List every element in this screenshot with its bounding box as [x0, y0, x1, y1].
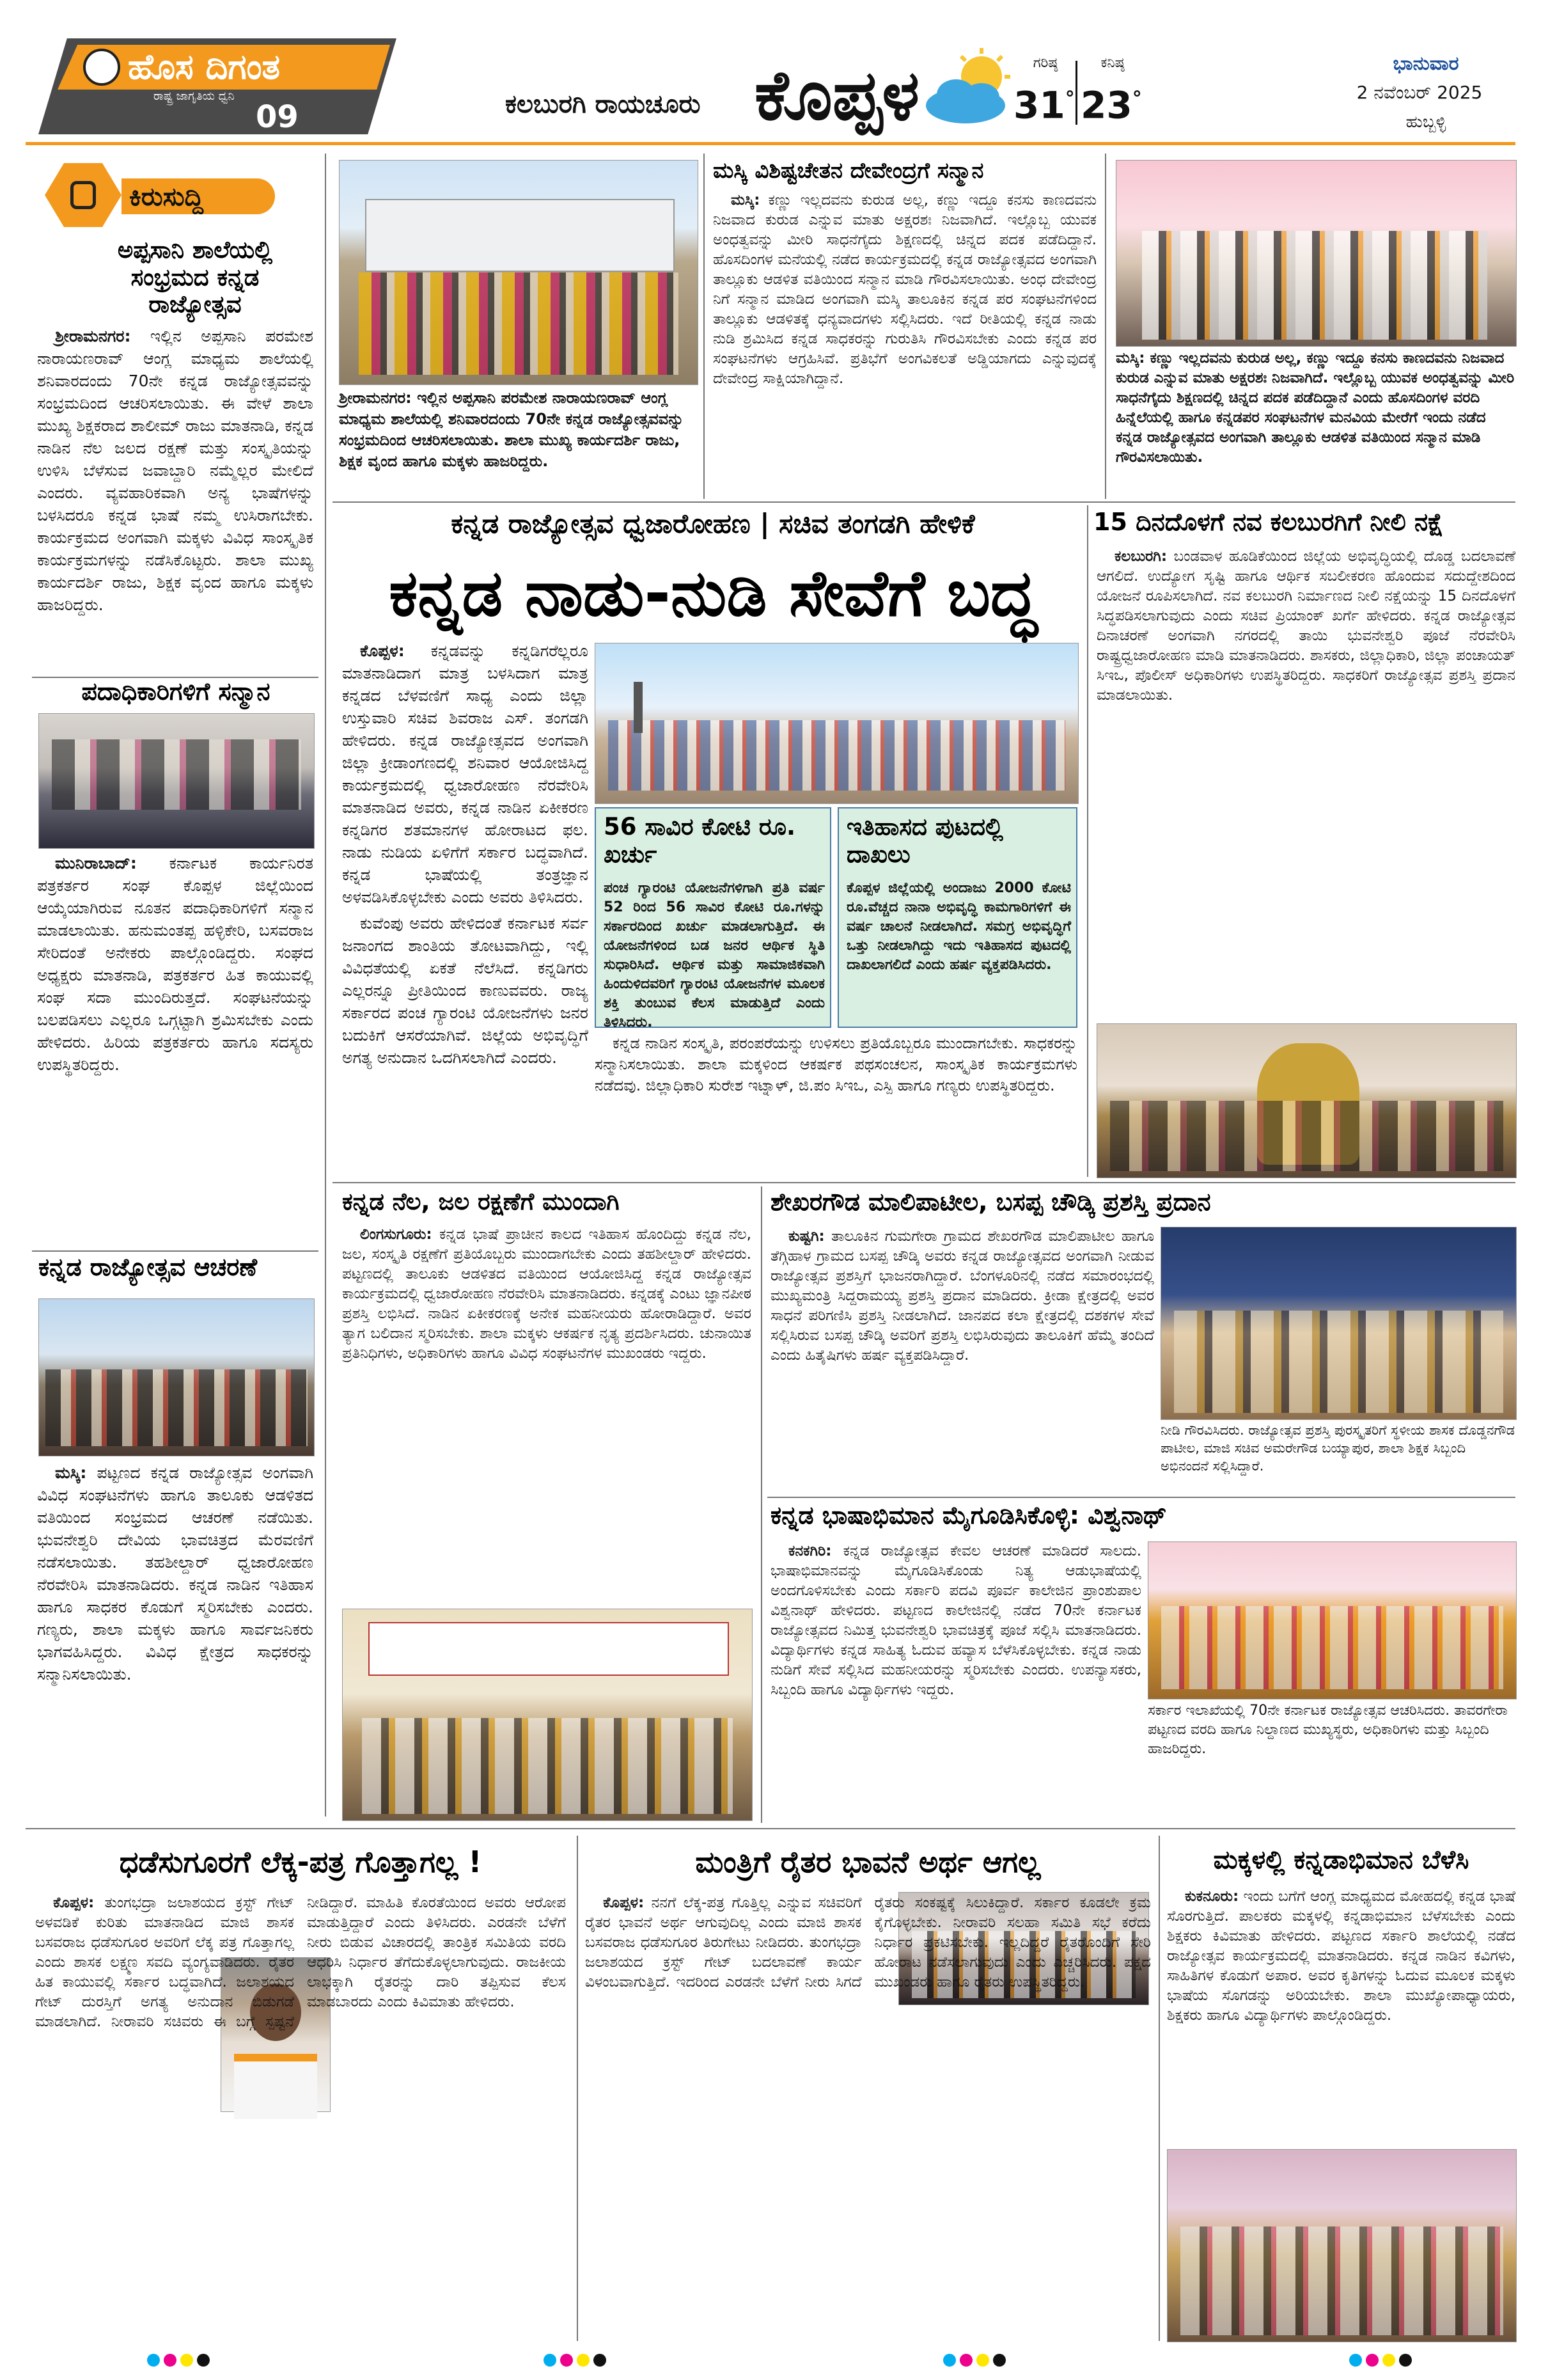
print-dot — [560, 2354, 573, 2367]
max-temp-degree: ° — [1065, 88, 1075, 110]
padadhikari-headline: ಪದಾಧಿಕಾರಿಗಳಿಗೆ ಸನ್ಮಾನ — [81, 677, 270, 705]
min-temp-degree: ° — [1132, 88, 1142, 110]
makkalalli-dateline: ಕುಕನೂರು: — [1185, 1888, 1239, 1905]
padadhikari-photo — [38, 713, 315, 849]
print-dots-3 — [943, 2354, 1020, 2370]
maski-photo-caption: ಮಸ್ಕಿ: ಕಣ್ಣು ಇಲ್ಲದವನು ಕುರುಡ ಅಲ್ಲ, ಕಣ್ಣು ಇದ್ದೂ ಕನಸು ಕಾಣದವನು ನಿಜವಾದ ಕುರುಡ ಎನ್ನುವ ಮಾತು ಅಕ್ಷರಶಃ ನಿಜವಾಗಿದೆ. ಇಲ್ಲೊಬ್ಬ ಯುವಕ ಅಂಧತ್ವವನ್ನು ಮೀರಿ ಸಾಧನೆಗೈದು ಶಿಕ್ಷಣದಲ್ಲಿ ಚಿನ್ನದ ಪದಕ ಪಡೆದಿದ್ದಾನೆ ಎಂದು ಹೊಸದಿಂಗಳ ವರದಿ ಹಿನ್ನೆಲೆಯಲ್ಲಿ ಹಾಗೂ ಕನ್ನಡಪರ ಸಂಘಟನೆಗಳ ಮನವಿಯ ಮೇರೆಗೆ ಇಂದು ನಡೆದ ಕನ್ನಡ ರಾಜ್ಯೋತ್ಸವದ ಅಂಗವಾಗಿ ತಾಲ್ಲೂಕು ಆಡಳಿತ ವತಿಯಿಂದ ಸನ್ಮಾನ ಮಾಡಿ ಗೌರವಿಸಲಾಯಿತು. — [1116, 350, 1515, 466]
masthead-city: ಕೊಪ್ಪಳ — [755, 56, 920, 136]
masthead-logo: ಹೊಸ ದಿಗಂತ — [128, 47, 281, 87]
acharane-text: ಪಟ್ಟಣದ ಕನ್ನಡ ರಾಜ್ಯೋತ್ಸವ ಅಂಗವಾಗಿ ವಿವಿಧ ಸಂಘಟನೆಗಳು ಹಾಗೂ ತಾಲೂಕು ಆಡಳಿತದ ವತಿಯಿಂದ ಸಂಭ್ರಮದ ಆಚರಣೆ ನಡೆಯಿತು. ಭುವನೇಶ್ವರಿ ದೇವಿಯ ಭಾವಚಿತ್ರದ ಮೆರವಣಿಗೆ ನಡೆಸಲಾಯಿತು. ತಹಶೀಲ್ದಾರ್ ಧ್ವಜಾರೋಹಣ ನೆರವೇರಿಸಿ ಮಾತನಾಡಿದರು. ಕನ್ನಡ ನಾಡಿನ ಇತಿಹಾಸ ಹಾಗೂ ಸಾಧಕರ ಕೊಡುಗೆ ಸ್ಮರಿಸಬೇಕು ಎಂದರು. ಗಣ್ಯರು, ಶಾಲಾ ಮಕ್ಕಳು ಹಾಗೂ ಸಾರ್ವಜನಿಕರು ಭಾಗವಹಿಸಿದ್ದರು. ವಿವಿಧ ಕ್ಷೇತ್ರದ ಸಾಧಕರನ್ನು ಸನ್ಮಾನಿಸಲಾಯಿತು. — [37, 1463, 313, 1683]
padadhikari-text: ಕರ್ನಾಟಕ ಕಾರ್ಯನಿರತ ಪತ್ರಕರ್ತರ ಸಂಘ ಕೊಪ್ಪಳ ಜಿಲ್ಲೆಯಿಂದ ಆಯ್ಕೆಯಾಗಿರುವ ನೂತನ ಪದಾಧಿಕಾರಿಗಳಿಗೆ ಸನ್ಮಾನ ಮಾಡಲಾಯಿತು. ಹನುಮಂತಪ್ಪ ಹಳ್ಳಿಕೇರಿ, ಬಸವರಾಜ ಸೇರಿದಂತೆ ಅನೇಕರು ಪಾಲ್ಗೊಂಡಿದ್ದರು. ಸಂಘದ ಅಧ್ಯಕ್ಷರು ಮಾತನಾಡಿ, ಪತ್ರಕರ್ತರ ಹಿತ ಕಾಯುವಲ್ಲಿ ಸಂಘ ಸದಾ ಮುಂದಿರುತ್ತದೆ. ಸಂಘಟನೆಯನ್ನು ಬಲಪಡಿಸಲು ಎಲ್ಲರೂ ಒಗ್ಗಟ್ಟಾಗಿ ಶ್ರಮಿಸಬೇಕು ಎಂದು ಹೇಳಿದರು. ಹಿರಿಯ ಪತ್ರಕರ್ತರು ಹಾಗೂ ಸದಸ್ಯರು ಉಪಸ್ಥಿತರಿದ್ದರು. — [37, 854, 313, 1074]
lead-text-2: ಕುವೆಂಪು ಅವರು ಹೇಳಿದಂತೆ ಕರ್ನಾಟಕ ಸರ್ವ ಜನಾಂಗದ ಶಾಂತಿಯ ತೋಟವಾಗಿದ್ದು, ಇಲ್ಲಿ ವಿವಿಧತೆಯಲ್ಲಿ ಏಕತೆ ನೆಲೆಸಿದೆ. ಕನ್ನಡಿಗರು ಎಲ್ಲರನ್ನೂ ಪ್ರೀತಿಯಿಂದ ಕಾಣುವವರು. ರಾಜ್ಯ ಸರ್ಕಾರದ ಪಂಚ ಗ್ಯಾರಂಟಿ ಯೋಜನೆಗಳು ಜನರ ಬದುಕಿಗೆ ಆಸರೆಯಾಗಿವೆ. ಜಿಲ್ಲೆಯ ಅಭಿವೃದ್ಧಿಗೆ ಅಗತ್ಯ ಅನುದಾನ ಒದಗಿಸಲಾಗಿದೆ ಎಂದರು. — [342, 914, 588, 1067]
padadhikari-dateline: ಮುನಿರಾಬಾದ್: — [55, 854, 137, 872]
lead-headline: ಕನ್ನಡ ನಾಡು-ನುಡಿ ಸೇವೆಗೆ ಬದ್ಧ — [389, 556, 1037, 631]
dhadesugur-text: ತುಂಗಭದ್ರಾ ಜಲಾಶಯದ ಕ್ರಸ್ಟ್ ಗೇಟ್ ಅಳವಡಿಕೆ ಕುರಿತು ಮಾತನಾಡಿದ ಮಾಜಿ ಶಾಸಕ ಬಸವರಾಜ ಧಡೆಸುಗೂರ ಅವರಿಗೆ ಲೆಕ್ಕ ಪತ್ರ ಗೊತ್ತಾಗಲ್ಲ ಎಂದು ಶಾಸಕ ಲಕ್ಷ್ಮಣ ಸವದಿ ವ್ಯಂಗ್ಯವಾಡಿದರು. ರೈತರ ಹಿತ ಕಾಯುವಲ್ಲಿ ಸರ್ಕಾರ ಬದ್ಧವಾಗಿದೆ. ಜಲಾಶಯದ ಗೇಟ್ ದುರಸ್ತಿಗೆ ಅಗತ್ಯ ಅನುದಾನ ಬಿಡುಗಡೆ ಮಾಡಲಾಗಿದೆ. ನೀರಾವರಿ ಸಚಿವರು ಈ ಬಗ್ಗೆ ಸ್ಪಷ್ಟನೆ ನೀಡಿದ್ದಾರೆ. ಮಾಹಿತಿ ಕೊರತೆಯಿಂದ ಅವರು ಆರೋಪ ಮಾಡುತ್ತಿದ್ದಾರೆ ಎಂದು ತಿಳಿಸಿದರು. ಎರಡನೇ ಬೆಳೆಗೆ ನೀರು ಬಿಡುವ ವಿಚಾರದಲ್ಲಿ ತಾಂತ್ರಿಕ ಸಮಿತಿಯ ವರದಿ ಆಧರಿಸಿ ನಿರ್ಧಾರ ತೆಗೆದುಕೊಳ್ಳಲಾಗುವುದು. ರಾಜಕೀಯ ಲಾಭಕ್ಕಾಗಿ ರೈತರನ್ನು ದಾರಿ ತಪ್ಪಿಸುವ ಕೆಲಸ ಮಾಡಬಾರದು ಎಂದು ಕಿವಿಮಾತು ಹೇಳಿದರು. — [35, 1895, 566, 2030]
appasani-dateline: ಶ್ರೀರಾಮನಗರ: — [55, 327, 131, 345]
print-dot — [164, 2354, 176, 2367]
min-temp-value: 23 — [1081, 83, 1132, 127]
print-dot — [943, 2354, 956, 2367]
appasani-headline: ಅಪ್ಪಸಾನಿ ಶಾಲೆಯಲ್ಲಿ ಸಂಭ್ರಮದ ಕನ್ನಡ ರಾಜ್ಯೋತ್ಸವ — [117, 236, 273, 319]
print-dot — [976, 2354, 989, 2367]
kirusuddi-label: ಕಿರುಸುದ್ದಿ — [129, 182, 204, 212]
kalaburagi-headline: 15 ದಿನದೊಳಗೆ ನವ ಕಲಬುರಗಿಗೆ ನೀಲಿ ನಕ್ಷೆ — [1093, 508, 1444, 536]
shekhar-photo-caption: ನೀಡಿ ಗೌರವಿಸಿದರು. ರಾಜ್ಯೋತ್ಸವ ಪ್ರಶಸ್ತಿ ಪುರಸ್ಕೃತರಿಗೆ ಸ್ಥಳೀಯ ಶಾಸಕ ದೊಡ್ಡನಗೌಡ ಪಾಟೀಲ, ಮಾಜಿ ಸಚಿವ ಅಮರೇಗೌಡ ಬಯ್ಯಾಪುರ, ಶಾಲಾ ಶಿಕ್ಷಕ ಸಿಬ್ಬಂದಿ ಅಭಿನಂದನೆ ಸಲ್ಲಿಸಿದ್ದಾರೆ. — [1161, 1422, 1515, 1474]
shekhar-headline: ಶೇಖರಗೌಡ ಮಾಲಿಪಾಟೀಲ, ಬಸಪ್ಪ ಚೌಡ್ಕಿ ಪ್ರಶಸ್ತಿ ಪ್ರದಾನ — [770, 1188, 1211, 1216]
maski-text: ಕಣ್ಣು ಇಲ್ಲದವನು ಕುರುಡ ಅಲ್ಲ, ಕಣ್ಣು ಇದ್ದೂ ಕನಸು ಕಾಣದವನು ನಿಜವಾದ ಕುರುಡ ಎನ್ನುವ ಮಾತು ಅಕ್ಷರಶಃ ನಿಜವಾಗಿದೆ. ಇಲ್ಲೊಬ್ಬ ಯುವಕ ಅಂಧತ್ವವನ್ನು ಮೀರಿ ಸಾಧನೆಗೈದು ಶಿಕ್ಷಣದಲ್ಲಿ ಚಿನ್ನದ ಪದಕ ಪಡೆದಿದ್ದಾನೆ. ಹೊಸದಿಂಗಳ ಮನೆಯಲ್ಲಿ ನಡೆದ ಕಾರ್ಯಕ್ರಮದಲ್ಲಿ ಕನ್ನಡ ರಾಜ್ಯೋತ್ಸವದ ಅಂಗವಾಗಿ ತಾಲ್ಲೂಕು ಆಡಳಿತ ವತಿಯಿಂದ ಸನ್ಮಾನ ಮಾಡಿ ಗೌರವಿಸಲಾಯಿತು. ಅಂಧ ದೇವೇಂದ್ರ ನಿಗೆ ಸನ್ಮಾನ ಮಾಡಿದ ಅಂಗವಾಗಿ ಮಸ್ಕಿ ತಾಲೂಕಿನ ಕನ್ನಡ ಪರ ಸಂಘಟನೆಗಳಿಂದ ತಾಲ್ಲೂಕು ಆಡಳಿತಕ್ಕೆ ಧನ್ಯವಾದಗಳು ಸಲ್ಲಿಸಿದರು. ಇದೆ ರೀತಿಯಲ್ಲಿ ಕನ್ನಡ ನಾಡು ನುಡಿ ಶ್ರಮಿಸಿದ ಕನ್ನಡ ಸಾಧಕರನ್ನು ಗುರುತಿಸಿ ಗೌರವಿಸಬೇಕು ಎಂದು ಕನ್ನಡ ಪರ ಸಂಘಟನೆಗಳು ಆಗ್ರಹಿಸಿವೆ. ಪ್ರತಿಭೆಗೆ ಅಂಗವಿಕಲತೆ ಅಡ್ಡಿಯಾಗದು ಎನ್ನುವುದಕ್ಕೆ ದೇವೇಂದ್ರ ಸಾಕ್ಷಿಯಾಗಿದ್ದಾನೆ. — [713, 192, 1097, 387]
lead-box-2-title: ಇತಿಹಾಸದ ಪುಟದಲ್ಲಿ ದಾಖಲು — [847, 813, 1003, 868]
lead-box-1-title: 56 ಸಾವಿರ ಕೋಟಿ ರೂ. ಖರ್ಚು — [604, 813, 796, 868]
print-dot — [147, 2354, 160, 2367]
print-dot — [1399, 2354, 1412, 2367]
lead-text-3: ಕನ್ನಡ ನಾಡಿನ ಸಂಸ್ಕೃತಿ, ಪರಂಪರೆಯನ್ನು ಉಳಿಸಲು ಪ್ರತಿಯೊಬ್ಬರೂ ಮುಂದಾಗಬೇಕು. ಸಾಧಕರನ್ನು ಸನ್ಮಾನಿಸಲಾಯಿತು. ಶಾಲಾ ಮಕ್ಕಳಿಂದ ಆಕರ್ಷಕ ಪಥಸಂಚಲನ, ಸಾಂಸ್ಕೃತಿಕ ಕಾರ್ಯಕ್ರಮಗಳು ನಡೆದವು. ಜಿಲ್ಲಾಧಿಕಾರಿ ಸುರೇಶ ಇಟ್ನಾಳ್, ಜಿ.ಪಂ ಸಿಇಒ, ಎಸ್ಪಿ ಹಾಗೂ ಗಣ್ಯರು ಉಪಸ್ಥಿತರಿದ್ದರು. — [595, 1034, 1077, 1094]
lead-photo — [595, 643, 1079, 804]
appasani-photo-caption: ಶ್ರೀರಾಮನಗರ: ಇಲ್ಲಿನ ಅಪ್ಪಸಾನಿ ಪರಮೇಶ ನಾರಾಯಣರಾವ್ ಆಂಗ್ಲ ಮಾಧ್ಯಮ ಶಾಲೆಯಲ್ಲಿ ಶನಿವಾರದಂದು 70ನೇ ಕನ್ನಡ ರಾಜ್ಯೋತ್ಸವವನ್ನು ಸಂಭ್ರಮದಿಂದ ಆಚರಿಸಲಾಯಿತು. ಶಾಲಾ ಮುಖ್ಯ ಕಾರ್ಯದರ್ಶಿ ರಾಜು, ಶಿಕ್ಷಕ ವೃಂದ ಹಾಗೂ ಮಕ್ಕಳು ಹಾಜರಿದ್ದರು. — [339, 389, 684, 470]
masthead-tagline: ರಾಷ್ಟ್ರ ಜಾಗೃತಿಯ ಧ್ವನಿ — [153, 90, 235, 103]
weather-icon — [921, 45, 1023, 128]
masthead-region: ಕಲಬುರಗಿ ರಾಯಚೂರು — [505, 90, 701, 119]
vishwanath-body — [770, 1541, 1141, 1823]
kalaburagi-body — [1097, 547, 1515, 1020]
nela-photo — [342, 1609, 753, 1821]
nela-dateline: ಲಿಂಗಸುಗೂರು: — [360, 1226, 432, 1243]
lead-box-1 — [595, 807, 831, 1028]
maski-dateline: ಮಸ್ಕಿ: — [731, 192, 760, 209]
acharane-body — [37, 1462, 313, 1817]
lead-body-col3 — [595, 1033, 1077, 1177]
print-dot — [180, 2354, 193, 2367]
kalaburagi-dateline: ಕಲಬುರಗಿ: — [1115, 548, 1168, 565]
shekhar-dateline: ಕುಷ್ಟಗಿ: — [788, 1228, 825, 1245]
acharane-dateline: ಮಸ್ಕಿ: — [55, 1463, 87, 1482]
masthead-edition: ಹುಬ್ಬಳ್ಳಿ — [1405, 113, 1446, 132]
nela-headline: ಕನ್ನಡ ನೆಲ, ಜಲ ರಕ್ಷಣೆಗೆ ಮುಂದಾಗಿ — [342, 1188, 620, 1215]
appasani-body — [37, 325, 313, 688]
vishwanath-photo-caption: ಸರ್ಕಾರ ಇಲಾಖೆಯಲ್ಲಿ 70ನೇ ಕರ್ನಾಟಕ ರಾಜ್ಯೋತ್ಸವ ಆಚರಿಸಿದರು. ತಾವರಗೇರಾ ಪಟ್ಟಣದ ವರದಿ ಹಾಗೂ ನಿಲ್ದಾಣದ ಮುಖ್ಯಸ್ಥರು, ಅಧಿಕಾರಿಗಳು ಮತ್ತು ಸಿಬ್ಬಂದಿ ಹಾಜರಿದ್ದರು. — [1148, 1703, 1508, 1757]
max-temp — [1013, 77, 1075, 127]
page-number: 09 — [256, 99, 299, 135]
mantri-body — [585, 1893, 1151, 2341]
lead-box-2 — [838, 807, 1077, 1028]
print-dot — [993, 2354, 1006, 2367]
lead-box-1-body: ಪಂಚ ಗ್ಯಾರಂಟಿ ಯೋಜನೆಗಳಿಗಾಗಿ ಪ್ರತಿ ವರ್ಷ 52 ರಿಂದ 56 ಸಾವಿರ ಕೋಟಿ ರೂ.ಗಳನ್ನು ಸರ್ಕಾರದಿಂದ ಖರ್ಚು ಮಾಡಲಾಗುತ್ತಿದೆ. ಈ ಯೋಜನೆಗಳಿಂದ ಬಡ ಜನರ ಆರ್ಥಿಕ ಸ್ಥಿತಿ ಸುಧಾರಿಸಿದೆ. ಆರ್ಥಿಕ ಮತ್ತು ಸಾಮಾಜಿಕವಾಗಿ ಹಿಂದುಳಿದವರಿಗೆ ಗ್ಯಾರಂಟಿ ಯೋಜನೆಗಳ ಮೂಲಕ ಶಕ್ತಿ ತುಂಬುವ ಕೆಲಸ ಮಾಡುತ್ತಿದೆ ಎಂದು ತಿಳಿಸಿದರು. — [604, 880, 825, 1030]
maski-photo — [1116, 160, 1517, 347]
vishwanath-photo — [1148, 1541, 1517, 1699]
hand-pointer-icon — [45, 163, 121, 227]
print-dots-1 — [147, 2354, 224, 2370]
appasani-text: ಇಲ್ಲಿನ ಅಪ್ಪಸಾನಿ ಪರಮೇಶ ನಾರಾಯಣರಾವ್ ಆಂಗ್ಲ ಮಾಧ್ಯಮ ಶಾಲೆಯಲ್ಲಿ ಶನಿವಾರದಂದು 70ನೇ ಕನ್ನಡ ರಾಜ್ಯೋತ್ಸವವನ್ನು ಸಂಭ್ರಮದಿಂದ ಆಚರಿಸಲಾಯಿತು. ಈ ವೇಳೆ ಶಾಲಾ ಮುಖ್ಯ ಶಿಕ್ಷಕರಾದ ಶಾಲೀಮ್ ರಾಜು ಮಾತನಾಡಿ, ಕನ್ನಡ ನಾಡಿನ ನೆಲ ಜಲದ ರಕ್ಷಣೆ ಮತ್ತು ಸಂಸ್ಕೃತಿಯನ್ನು ಉಳಿಸಿ ಬೆಳೆಸುವ ಜವಾಬ್ದಾರಿ ನಮ್ಮೆಲ್ಲರ ಮೇಲಿದೆ ಎಂದರು. ವ್ಯವಹಾರಿಕವಾಗಿ ಅನ್ಯ ಭಾಷೆಗಳನ್ನು ಬಳಸಿದರೂ ಕನ್ನಡ ಭಾಷೆ ನಮ್ಮ ಉಸಿರಾಗಬೇಕು. ಕಾರ್ಯಕ್ರಮದ ಅಂಗವಾಗಿ ಮಕ್ಕಳು ವಿವಿಧ ಸಾಂಸ್ಕೃತಿಕ ಕಾರ್ಯಕ್ರಮಗಳನ್ನು ನಡೆಸಿಕೊಟ್ಟರು. ಶಾಲಾ ಮುಖ್ಯ ಕಾರ್ಯದರ್ಶಿ ರಾಜು, ಶಿಕ್ಷಕ ವೃಂದ ಹಾಗೂ ಮಕ್ಕಳು ಹಾಜರಿದ್ದರು. — [37, 327, 313, 614]
dhadesugur-dateline: ಕೊಪ್ಪಳ: — [53, 1895, 95, 1911]
min-temp-label: ಕನಿಷ್ಠ — [1100, 55, 1125, 71]
appasani-photo — [339, 160, 698, 385]
kirusuddi-banner — [45, 157, 288, 233]
print-dot — [197, 2354, 210, 2367]
masthead-day: ಭಾನುವಾರ — [1393, 52, 1459, 75]
dhadesugur-headline: ಧಡೆಸುಗೂರಗೆ ಲೆಕ್ಕ-ಪತ್ರ ಗೊತ್ತಾಗಲ್ಲ ! — [119, 1845, 482, 1879]
kalaburagi-photo — [1097, 1023, 1517, 1178]
masthead-logo-block — [38, 38, 396, 134]
makkalalli-body — [1167, 1887, 1515, 2143]
acharane-photo — [38, 1298, 315, 1456]
print-dot — [960, 2354, 973, 2367]
print-dot — [544, 2354, 556, 2367]
masthead — [0, 0, 1541, 150]
dhadesugur-body — [35, 1893, 566, 2341]
nela-text: ಕನ್ನಡ ಭಾಷೆ ಪ್ರಾಚೀನ ಕಾಲದ ಇತಿಹಾಸ ಹೊಂದಿದ್ದು ಕನ್ನಡ ನೆಲ, ಜಲ, ಸಂಸ್ಕೃತಿ ರಕ್ಷಣೆಗೆ ಪ್ರತಿಯೊಬ್ಬರು ಮುಂದಾಗಬೇಕು ಎಂದು ತಹಶೀಲ್ದಾರ್ ಹೇಳಿದರು. ಪಟ್ಟಣದಲ್ಲಿ ತಾಲೂಕು ಆಡಳಿತದ ವತಿಯಿಂದ ಆಯೋಜಿಸಿದ್ದ ಕನ್ನಡ ರಾಜ್ಯೋತ್ಸವ ಕಾರ್ಯಕ್ರಮದಲ್ಲಿ ಧ್ವಜಾರೋಹಣ ನೆರವೇರಿಸಿ ಮಾತನಾಡಿದರು. ಕನ್ನಡಕ್ಕೆ ಎಂಟು ಜ್ಞಾನಪೀಠ ಪ್ರಶಸ್ತಿ ಲಭಿಸಿದೆ. ನಾಡಿನ ಏಕೀಕರಣಕ್ಕೆ ಅನೇಕ ಮಹನೀಯರು ಹೋರಾಡಿದ್ದಾರೆ. ಅವರ ತ್ಯಾಗ ಬಲಿದಾನ ಸ್ಮರಿಸಬೇಕು. ಶಾಲಾ ಮಕ್ಕಳು ಆಕರ್ಷಕ ನೃತ್ಯ ಪ್ರದರ್ಶಿಸಿದರು. ಚುನಾಯಿತ ಪ್ರತಿನಿಧಿಗಳು, ಅಧಿಕಾರಿಗಳು ಹಾಗೂ ವಿವಿಧ ಸಂಘಟನೆಗಳ ಮುಖಂಡರು ಇದ್ದರು. — [342, 1226, 752, 1362]
max-temp-label: ಗರಿಷ್ಠ — [1033, 55, 1058, 71]
shekhar-text: ತಾಲೂಕಿನ ಗುಮಗೇರಾ ಗ್ರಾಮದ ಶೇಖರಗೌಡ ಮಾಲಿಪಾಟೀಲ ಹಾಗೂ ತೆಗ್ಗಿಹಾಳ ಗ್ರಾಮದ ಬಸಪ್ಪ ಚೌಡ್ಕಿ ಅವರು ಕನ್ನಡ ರಾಜ್ಯೋತ್ಸವದ ಅಂಗವಾಗಿ ನೀಡುವ ರಾಜ್ಯೋತ್ಸವ ಪ್ರಶಸ್ತಿಗೆ ಭಾಜನರಾಗಿದ್ದಾರೆ. ಬೆಂಗಳೂರಿನಲ್ಲಿ ನಡೆದ ಸಮಾರಂಭದಲ್ಲಿ ಮುಖ್ಯಮಂತ್ರಿ ಸಿದ್ದರಾಮಯ್ಯ ಪ್ರಶಸ್ತಿ ಪ್ರದಾನ ಮಾಡಿದರು. ಕ್ರೀಡಾ ಕ್ಷೇತ್ರದಲ್ಲಿ ಅವರ ಸಾಧನೆ ಪರಿಗಣಿಸಿ ಪ್ರಶಸ್ತಿ ನೀಡಲಾಗಿದೆ. ಜಾನಪದ ಕಲಾ ಕ್ಷೇತ್ರದಲ್ಲಿ ದಶಕಗಳ ಸೇವೆ ಸಲ್ಲಿಸಿರುವ ಬಸಪ್ಪ ಚೌಡ್ಕಿ ಅವರಿಗೆ ಪ್ರಶಸ್ತಿ ಲಭಿಸಿರುವುದು ತಾಲೂಕಿಗೆ ಹೆಮ್ಮೆ ತಂದಿದೆ ಎಂದು ಹಿತೈಷಿಗಳು ಹರ್ಷ ವ್ಯಕ್ತಪಡಿಸಿದ್ದಾರೆ. — [770, 1228, 1155, 1364]
print-dot — [577, 2354, 590, 2367]
lead-body-col1 — [342, 640, 588, 1177]
shekhar-body — [770, 1227, 1154, 1495]
maski-headline: ಮಸ್ಕಿ ವಿಶಿಷ್ಟಚೇತನ ದೇವೇಂದ್ರಗೆ ಸನ್ಮಾನ — [713, 158, 984, 184]
print-dot — [593, 2354, 606, 2367]
vishwanath-text: ಕನ್ನಡ ರಾಜ್ಯೋತ್ಸವ ಕೇವಲ ಆಚರಣೆ ಮಾಡಿದರೆ ಸಾಲದು. ಭಾಷಾಭಿಮಾನವನ್ನು ಮೈಗೂಡಿಸಿಕೊಂಡು ನಿತ್ಯ ಆಡುಭಾಷೆಯಲ್ಲಿ ಅಂದಗೊಳಿಸಬೇಕು ಎಂದು ಸರ್ಕಾರಿ ಪದವಿ ಪೂರ್ವ ಕಾಲೇಜಿನ ಪ್ರಾಂಶುಪಾಲ ವಿಶ್ವನಾಥ್ ಹೇಳಿದರು. ಪಟ್ಟಣದ ಕಾಲೇಜಿನಲ್ಲಿ ನಡೆದ 70ನೇ ಕರ್ನಾಟಕ ರಾಜ್ಯೋತ್ಸವದ ನಿಮಿತ್ತ ಭುವನೇಶ್ವರಿ ಭಾವಚಿತ್ರಕ್ಕೆ ಪೂಜೆ ಸಲ್ಲಿಸಿ ಮಾತನಾಡಿದರು. ವಿದ್ಯಾರ್ಥಿಗಳು ಕನ್ನಡ ಸಾಹಿತ್ಯ ಓದುವ ಹವ್ಯಾಸ ಬೆಳೆಸಿಕೊಳ್ಳಬೇಕು. ಕನ್ನಡ ನಾಡು ನುಡಿಗೆ ಸೇವೆ ಸಲ್ಲಿಸಿದ ಮಹನೀಯರನ್ನು ಸ್ಮರಿಸಬೇಕು ಎಂದರು. ಉಪನ್ಯಾಸಕರು, ಸಿಬ್ಬಂದಿ ಹಾಗೂ ವಿದ್ಯಾರ್ಥಿಗಳು ಇದ್ದರು. — [770, 1543, 1142, 1698]
min-temp — [1081, 77, 1142, 127]
masthead-date: 2 ನವೆಂಬರ್ 2025 — [1356, 82, 1483, 103]
padadhikari-body — [37, 852, 313, 1247]
print-dot — [1349, 2354, 1362, 2367]
print-dot — [1366, 2354, 1379, 2367]
lead-box-2-body: ಕೊಪ್ಪಳ ಜಿಲ್ಲೆಯಲ್ಲಿ ಅಂದಾಜು 2000 ಕೋಟಿ ರೂ.ವೆಚ್ಚದ ನಾನಾ ಅಭಿವೃದ್ಧಿ ಕಾಮಗಾರಿಗಳಿಗೆ ಈ ವರ್ಷ ಚಾಲನೆ ನೀಡಲಾಗಿದೆ. ಸಮಗ್ರ ಅಭಿವೃದ್ಧಿಗೆ ಒತ್ತು ನೀಡಲಾಗಿದ್ದು ಇದು ಇತಿಹಾಸದ ಪುಟದಲ್ಲಿ ದಾಖಲಾಗಲಿದೆ ಎಂದು ಹರ್ಷ ವ್ಯಕ್ತಪಡಿಸಿದರು. — [847, 880, 1071, 973]
vishwanath-dateline: ಕನಕಗಿರಿ: — [788, 1543, 832, 1559]
makkalalli-photo — [1167, 2149, 1517, 2342]
lead-kicker: ಕನ್ನಡ ರಾಜ್ಯೋತ್ಸವ ಧ್ವಜಾರೋಹಣ | ಸಚಿವ ತಂಗಡಗಿ ಹೇಳಿಕೆ — [451, 508, 975, 539]
nela-body — [342, 1225, 751, 1602]
makkalalli-headline: ಮಕ್ಕಳಲ್ಲಿ ಕನ್ನಡಾಭಿಮಾನ ಬೆಳೆಸಿ — [1213, 1845, 1469, 1875]
print-dot — [1382, 2354, 1395, 2367]
print-dots-4 — [1349, 2354, 1426, 2370]
shekhar-photo — [1161, 1227, 1517, 1420]
vishwanath-headline: ಕನ್ನಡ ಭಾಷಾಭಿಮಾನ ಮೈಗೂಡಿಸಿಕೊಳ್ಳಿ: ವಿಶ್ವನಾಥ್ — [770, 1501, 1167, 1529]
mantri-text: ನನಗೆ ಲೆಕ್ಕ-ಪತ್ರ ಗೊತ್ತಿಲ್ಲ ಎನ್ನುವ ಸಚಿವರಿಗೆ ರೈತರ ಭಾವನೆ ಅರ್ಥ ಆಗುವುದಿಲ್ಲ ಎಂದು ಮಾಜಿ ಶಾಸಕ ಬಸವರಾಜ ಧಡೆಸುಗೂರ ತಿರುಗೇಟು ನೀಡಿದರು. ತುಂಗಭದ್ರಾ ಜಲಾಶಯದ ಕ್ರಸ್ಟ್ ಗೇಟ್ ಬದಲಾವಣೆ ಕಾರ್ಯ ವಿಳಂಬವಾಗುತ್ತಿದೆ. ಇದರಿಂದ ಎರಡನೇ ಬೆಳೆಗೆ ನೀರು ಸಿಗದೆ ರೈತರು ಸಂಕಷ್ಟಕ್ಕೆ ಸಿಲುಕಿದ್ದಾರೆ. ಸರ್ಕಾರ ಕೂಡಲೇ ಕ್ರಮ ಕೈಗೊಳ್ಳಬೇಕು. ನೀರಾವರಿ ಸಲಹಾ ಸಮಿತಿ ಸಭೆ ಕರೆದು ನಿರ್ಧಾರ ಪ್ರಕಟಿಸಬೇಕು. ಇಲ್ಲದಿದ್ದರೆ ರೈತರೊಂದಿಗೆ ಸೇರಿ ಹೋರಾಟ ನಡೆಸಲಾಗುವುದು ಎಂದು ಎಚ್ಚರಿಸಿದರು. ಪಕ್ಷದ ಮುಖಂಡರು ಹಾಗೂ ರೈತರು ಉಪಸ್ಥಿತರಿದ್ದರು. — [585, 1895, 1151, 1990]
lead-dateline: ಕೊಪ್ಪಳ: — [360, 642, 405, 660]
maski-body — [713, 191, 1097, 498]
mantri-dateline: ಕೊಪ್ಪಳ: — [603, 1895, 645, 1911]
kalaburagi-text: ಬಂಡವಾಳ ಹೂಡಿಕೆಯಿಂದ ಜಿಲ್ಲೆಯ ಅಭಿವೃದ್ಧಿಯಲ್ಲಿ ದೊಡ್ಡ ಬದಲಾವಣೆ ಆಗಲಿದೆ. ಉದ್ಯೋಗ ಸೃಷ್ಟಿ ಹಾಗೂ ಆರ್ಥಿಕ ಸಬಲೀಕರಣ ಹೊಂದುವ ಸದುದ್ದೇಶದಿಂದ ಯೋಜನೆ ರೂಪಿಸಲಾಗಿದೆ. ನವ ಕಲಬುರಗಿ ನಿರ್ಮಾಣದ ನೀಲಿ ನಕ್ಷೆಯನ್ನು 15 ದಿನದೊಳಗೆ ಸಿದ್ಧಪಡಿಸಲಾಗುವುದು ಎಂದು ಸಚಿವ ಪ್ರಿಯಾಂಕ್ ಖರ್ಗೆ ಹೇಳಿದರು. ಕನ್ನಡ ರಾಜ್ಯೋತ್ಸವ ದಿನಾಚರಣೆ ಅಂಗವಾಗಿ ನಗರದಲ್ಲಿ ತಾಯಿ ಭುವನೇಶ್ವರಿ ಪೂಜೆ ನೆರವೇರಿಸಿ ರಾಷ್ಟ್ರಧ್ವಜಾರೋಹಣ ಮಾಡಿ ಮಾತನಾಡಿದರು. ಶಾಸಕರು, ಜಿಲ್ಲಾಧಿಕಾರಿ, ಜಿಲ್ಲಾ ಪಂಚಾಯತ್ ಸಿಇಒ, ಪೊಲೀಸ್ ಅಧಿಕಾರಿಗಳು ಉಪಸ್ಥಿತರಿದ್ದರು. ಸಾಧಕರಿಗೆ ರಾಜ್ಯೋತ್ಸವ ಪ್ರಶಸ್ತಿ ಪ್ರದಾನ ಮಾಡಲಾಯಿತು. — [1097, 548, 1516, 704]
print-dots-2 — [544, 2354, 620, 2370]
max-temp-value: 31 — [1013, 83, 1065, 127]
lead-text-1: ಕನ್ನಡವನ್ನು ಕನ್ನಡಿಗರೆಲ್ಲರೂ ಮಾತನಾಡಿದಾಗ ಮಾತ್ರ ಬಳಸಿದಾಗ ಮಾತ್ರ ಕನ್ನಡದ ಬೆಳವಣಿಗೆ ಸಾಧ್ಯ ಎಂದು ಜಿಲ್ಲಾ ಉಸ್ತುವಾರಿ ಸಚಿವ ಶಿವರಾಜ ಎಸ್. ತಂಗಡಗಿ ಹೇಳಿದರು. ಕನ್ನಡ ರಾಜ್ಯೋತ್ಸವದ ಅಂಗವಾಗಿ ಜಿಲ್ಲಾ ಕ್ರೀಡಾಂಗಣದಲ್ಲಿ ಶನಿವಾರ ಆಯೋಜಿಸಿದ್ದ ಕಾರ್ಯಕ್ರಮದಲ್ಲಿ ಧ್ವಜಾರೋಹಣ ನೆರವೇರಿಸಿ ಮಾತನಾಡಿದ ಅವರು, ಕನ್ನಡ ನಾಡಿನ ಏಕೀಕರಣ ಕನ್ನಡಿಗರ ಶತಮಾನಗಳ ಹೋರಾಟದ ಫಲ. ನಾಡು ನುಡಿಯ ಏಳಿಗೆಗೆ ಸರ್ಕಾರ ಬದ್ಧವಾಗಿದೆ. ಕನ್ನಡ ಭಾಷೆಯಲ್ಲಿ ತಂತ್ರಜ್ಞಾನ ಅಳವಡಿಸಿಕೊಳ್ಳಬೇಕು ಎಂದು ಅವರು ತಿಳಿಸಿದರು. — [342, 642, 588, 906]
acharane-headline: ಕನ್ನಡ ರಾಜ್ಯೋತ್ಸವ ಆಚರಣೆ — [38, 1253, 258, 1281]
mantri-headline: ಮಂತ್ರಿಗೆ ರೈತರ ಭಾವನೆ ಅರ್ಥ ಆಗಲ್ಲ — [695, 1845, 1041, 1879]
makkalalli-text: ಇಂದು ಬಗೆಗೆ ಆಂಗ್ಲ ಮಾಧ್ಯಮದ ಮೋಹದಲ್ಲಿ ಕನ್ನಡ ಭಾಷೆ ಸೊರಗುತ್ತಿದೆ. ಪಾಲಕರು ಮಕ್ಕಳಲ್ಲಿ ಕನ್ನಡಾಭಿಮಾನ ಬೆಳೆಸಬೇಕು ಎಂದು ಶಿಕ್ಷಕರು ಕಿವಿಮಾತು ಹೇಳಿದರು. ಪಟ್ಟಣದ ಸರ್ಕಾರಿ ಶಾಲೆಯಲ್ಲಿ ನಡೆದ ರಾಜ್ಯೋತ್ಸವ ಕಾರ್ಯಕ್ರಮದಲ್ಲಿ ಮಾತನಾಡಿದರು. ಕನ್ನಡ ನಾಡಿನ ಕವಿಗಳು, ಸಾಹಿತಿಗಳ ಕೊಡುಗೆ ಅಪಾರ. ಅವರ ಕೃತಿಗಳನ್ನು ಓದುವ ಮೂಲಕ ಮಕ್ಕಳು ಭಾಷೆಯ ಸೊಗಡನ್ನು ಅರಿಯಬೇಕು. ಶಾಲಾ ಮುಖ್ಯೋಪಾಧ್ಯಾಯರು, ಶಿಕ್ಷಕರು ಹಾಗೂ ವಿದ್ಯಾರ್ಥಿಗಳು ಪಾಲ್ಗೊಂಡಿದ್ದರು. — [1167, 1888, 1515, 2024]
logo-emblem-icon — [83, 49, 120, 86]
